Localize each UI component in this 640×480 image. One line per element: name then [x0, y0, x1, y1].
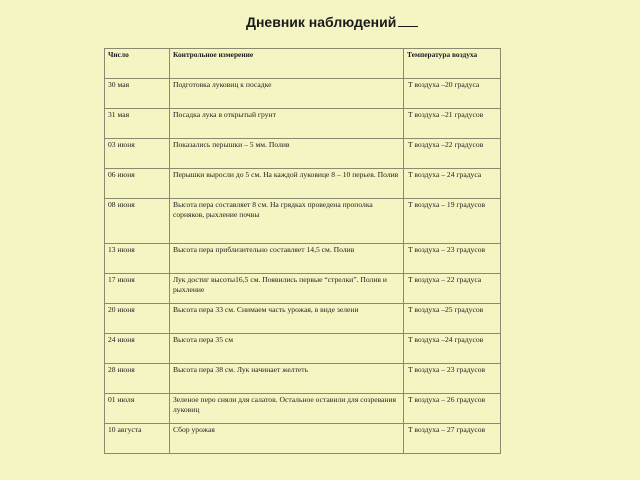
measurement-cell: Зеленое перо сняли для салатов. Остальное оставили для созревания луковиц: [170, 394, 404, 424]
measurement-cell: Сбор урожая: [170, 424, 404, 454]
measurement-cell: Высота пера 33 см. Снимаем часть урожая, в виде зелени: [170, 304, 404, 334]
table-row: [105, 334, 501, 364]
table-row: [105, 304, 501, 334]
title-underline: [398, 14, 418, 27]
date-cell: 13 июня: [105, 244, 170, 274]
observation-table: [104, 48, 501, 454]
table-row: [105, 394, 501, 424]
table-row: [105, 424, 501, 454]
table-row: [105, 364, 501, 394]
date-cell: 10 августа: [105, 424, 170, 454]
date-cell: 03 июня: [105, 139, 170, 169]
table-row: [105, 199, 501, 244]
title-text: Дневник наблюдений: [246, 14, 397, 30]
date-cell: 17 июня: [105, 274, 170, 304]
measurement-cell: Высота пера составляет 8 см. На грядках проведена прополка сорняков, рыхление почвы: [170, 199, 404, 244]
temperature-cell: T воздуха – 22 градуса: [404, 274, 501, 304]
temperature-cell: T воздуха – 23 градусов: [404, 364, 501, 394]
temperature-cell: T воздуха –20 градуса: [404, 79, 501, 109]
date-cell: 08 июня: [105, 199, 170, 244]
temperature-cell: T воздуха – 19 градусов: [404, 199, 501, 244]
temperature-cell: T воздуха – 26 градусов: [404, 394, 501, 424]
date-cell: 31 мая: [105, 109, 170, 139]
table-header: [105, 49, 501, 79]
measurement-cell: Перышки выросли до 5 см. На каждой луковице 8 – 10 перьев. Полив: [170, 169, 404, 199]
temperature-cell: T воздуха –24 градусов: [404, 334, 501, 364]
table-body: [105, 79, 501, 454]
table-row: [105, 79, 501, 109]
table-row: [105, 244, 501, 274]
measurement-cell: Высота пера приблизительно составляет 14,5 см. Полив: [170, 244, 404, 274]
measurement-cell: Посадка лука в открытый грунт: [170, 109, 404, 139]
column-header-date: Число: [105, 49, 170, 79]
page-title: [246, 14, 418, 30]
measurement-cell: Высота пера 38 см. Лук начинает желтеть: [170, 364, 404, 394]
date-cell: 20 июня: [105, 304, 170, 334]
column-header-temperature: Температура воздуха: [404, 49, 501, 79]
date-cell: 24 июня: [105, 334, 170, 364]
header-row: [105, 49, 501, 79]
date-cell: 06 июня: [105, 169, 170, 199]
date-cell: 01 июля: [105, 394, 170, 424]
temperature-cell: T воздуха – 24 градуса: [404, 169, 501, 199]
table-row: [105, 169, 501, 199]
column-header-measurement: Контрольное измерение: [170, 49, 404, 79]
table-row: [105, 274, 501, 304]
temperature-cell: T воздуха –21 градусов: [404, 109, 501, 139]
temperature-cell: T воздуха – 23 градусов: [404, 244, 501, 274]
temperature-cell: T воздуха –22 градусов: [404, 139, 501, 169]
date-cell: 28 июня: [105, 364, 170, 394]
table-row: [105, 109, 501, 139]
temperature-cell: T воздуха –25 градусов: [404, 304, 501, 334]
date-cell: 30 мая: [105, 79, 170, 109]
measurement-cell: Показались перышки – 5 мм. Полив: [170, 139, 404, 169]
table-row: [105, 139, 501, 169]
measurement-cell: Высота пера 35 см: [170, 334, 404, 364]
measurement-cell: Подготовка луковиц к посадке: [170, 79, 404, 109]
temperature-cell: T воздуха – 27 градусов: [404, 424, 501, 454]
measurement-cell: Лук достиг высоты16,5 см. Появились первые “стрелки”. Полив и рыхление: [170, 274, 404, 304]
